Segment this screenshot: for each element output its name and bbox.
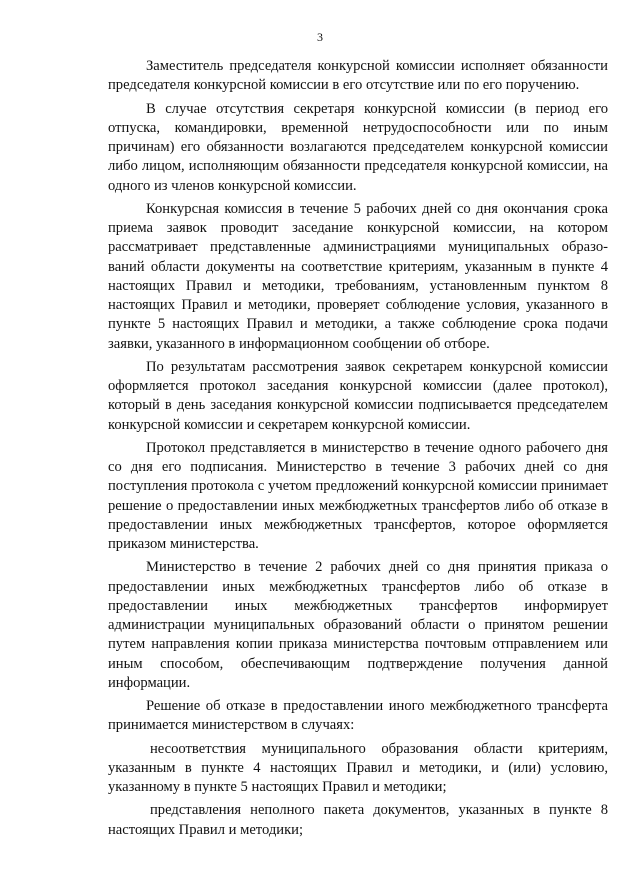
paragraph-secretary-absence: В случае отсутствия секретаря конкурсной комиссии (в период его отпуска, командировки, временной нетрудоспособности или по иным причинам) его обязанности возлагаются председателем конкурсной комиссии либо лицом, исполняющим обязанности председателя конкурсной комиссии, на одного из членов конкурсной комиссии. [108,100,608,194]
page-number: 3 [317,30,323,44]
paragraph-commission-meeting: Конкурсная комиссия в течение 5 рабочих дней со дня окончания срока приема заявок проводит заседание конкурсной комиссии, на котором рассматривает представленные администрациями муниципальных образо-ваний области документы на соответствие критериям, указанным в пункте 4 настоящих Правил и методики, требованиям, установленным пунктом 8 настоящих Правил и методики, проверяет соблюдение условия, указанного в пункте 5 настоящих Правил и методики, а также соблюдение срока подачи заявки, указанного в информационном сообщении об отборе. [108,200,608,352]
paragraph-refusal-cases: Решение об отказе в предоставлении иного межбюджетного трансферта принимается министерством в случаях: [108,698,608,734]
paragraph-protocol-submission: Протокол представляется в министерство в течение одного рабочего дня со дня его подписания. Министерство в течение 3 рабочих дней со дня поступления протокола с учетом предложений конкурсной комиссии принимает решение о предоставлении иных межбюджетных трансфертов либо об отказе в предоставлении иных межбюджетных трансфертов, которое оформляется приказом министерства. [108,439,608,552]
list-item-criteria-mismatch: несоответствия муниципального образования области критериям, указанным в пункте 4 настоящих Правил и методики, и (или) условию, указанному в пункте 5 настоящих Правил и методики; [108,740,608,795]
list-item-incomplete-documents: представления неполного пакета документов, указанных в пункте 8 настоящих Правил и методики; [108,802,608,838]
paragraph-protocol-drafting: По результатам рассмотрения заявок секретарем конкурсной комиссии оформляется протокол заседания конкурсной комиссии (далее протокол), который в день заседания конкурсной комиссии подписывается председателем конкурсной комиссии и секретарем конкурсной комиссии. [108,358,608,433]
paragraph-deputy-chairman: Заместитель председателя конкурсной комиссии исполняет обязанности председателя конкурсной комиссии в его отсутствие или по его поручению. [108,58,608,94]
paragraph-ministry-notification: Министерство в течение 2 рабочих дней со дня принятия приказа о предоставлении иных межбюджетных трансфертов либо об отказе в предоставлении иных межбюджетных трансфертов информирует администрации муниципальных образований области о принятом решении путем направления копии приказа министерства почтовым отправлением или иным способом, обеспечивающим подтверждение получения данной информации. [108,559,608,691]
document-body [108,57,608,840]
